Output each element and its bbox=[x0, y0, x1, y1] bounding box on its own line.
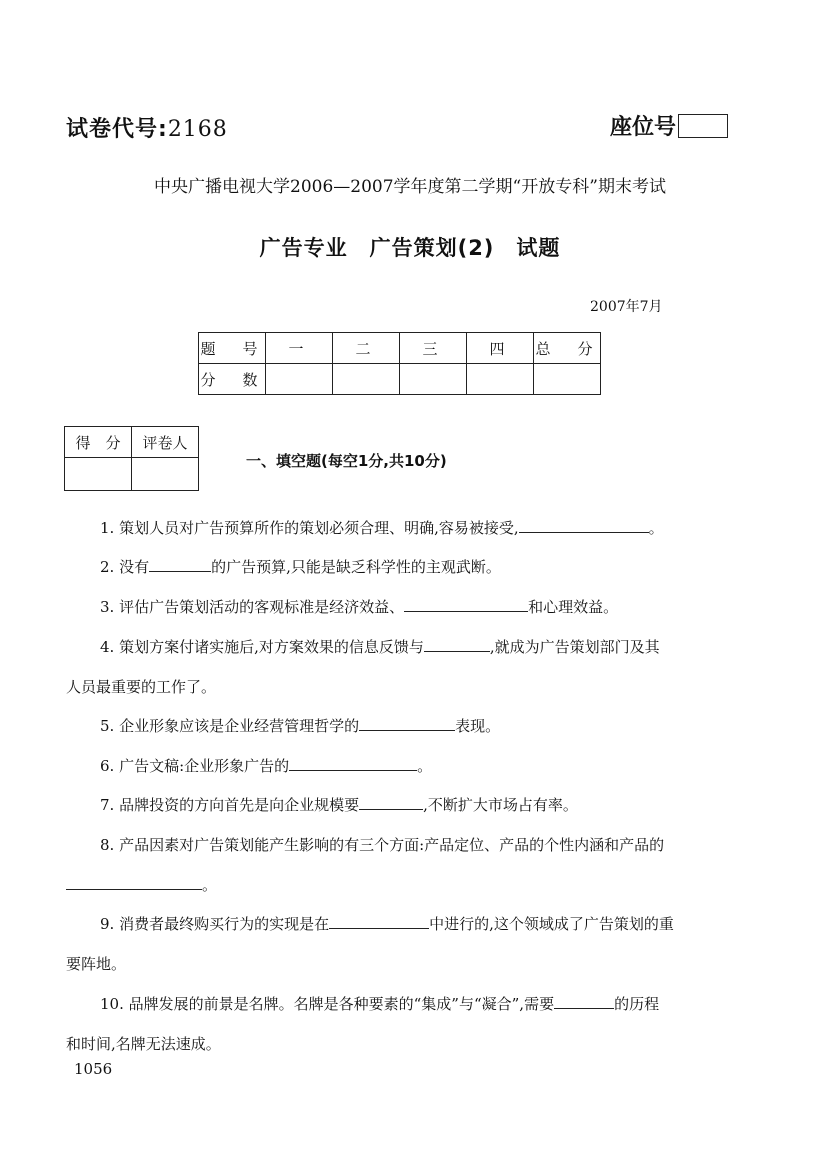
page-number: 1056 bbox=[74, 1060, 113, 1078]
grader-table bbox=[64, 426, 199, 491]
question-text: ,不断扩大市场占有率。 bbox=[423, 796, 578, 814]
score-cell: 题 号 bbox=[199, 333, 266, 364]
question-text: 表现。 bbox=[455, 717, 501, 735]
question-text: 的历程 bbox=[614, 995, 660, 1013]
grader-table-blank-row bbox=[65, 458, 199, 491]
question-text: 3. 评估广告策划活动的客观标准是经济效益、 bbox=[100, 598, 405, 616]
answer-blank bbox=[359, 716, 455, 731]
grader-cell bbox=[65, 458, 132, 491]
answer-blank bbox=[554, 994, 614, 1009]
score-table bbox=[198, 332, 601, 395]
exam-title: 广告专业 广告策划(2) 试题 bbox=[259, 236, 561, 260]
question-text: 4. 策划方案付诸实施后,对方案效果的信息反馈与 bbox=[100, 638, 424, 656]
question-8 bbox=[100, 835, 664, 855]
question-7 bbox=[100, 795, 578, 815]
grader-cell bbox=[132, 458, 199, 491]
question-8-continued bbox=[66, 875, 217, 895]
score-cell: 一 bbox=[266, 333, 333, 364]
question-text: 2. 没有 bbox=[100, 558, 150, 576]
score-cell: 总 分 bbox=[534, 333, 601, 364]
question-text: 8. 产品因素对广告策划能产生影响的有三个方面:产品定位、产品的个性内涵和产品的 bbox=[100, 836, 665, 854]
score-cell bbox=[534, 364, 601, 395]
answer-blank bbox=[66, 875, 202, 890]
question-10 bbox=[100, 994, 659, 1014]
question-1 bbox=[100, 518, 664, 538]
question-4 bbox=[100, 637, 660, 657]
question-text: 。 bbox=[648, 519, 664, 537]
score-cell bbox=[333, 364, 400, 395]
exam-code bbox=[66, 112, 228, 143]
exam-code-number: 2168 bbox=[167, 117, 228, 142]
grader-table-header-row bbox=[65, 427, 199, 458]
question-6 bbox=[100, 756, 432, 776]
question-4-continued: 人员最重要的工作了。 bbox=[66, 678, 217, 696]
question-text: 的广告预算,只能是缺乏科学性的主观武断。 bbox=[211, 558, 501, 576]
score-cell bbox=[400, 364, 467, 395]
score-cell bbox=[467, 364, 534, 395]
question-2 bbox=[100, 557, 501, 577]
answer-blank bbox=[359, 795, 423, 810]
seat-number bbox=[610, 110, 728, 141]
answer-blank bbox=[329, 914, 429, 929]
grader-cell: 评卷人 bbox=[132, 427, 199, 458]
score-cell: 三 bbox=[400, 333, 467, 364]
exam-code-label: 试卷代号: bbox=[66, 117, 168, 142]
question-text: 中进行的,这个领域成了广告策划的重 bbox=[429, 915, 674, 933]
question-text: 6. 广告文稿:企业形象广告的 bbox=[100, 757, 290, 775]
score-cell: 二 bbox=[333, 333, 400, 364]
score-table-header-row bbox=[199, 333, 601, 364]
question-text: 。 bbox=[202, 876, 218, 894]
question-text: 5. 企业形象应该是企业经营管理哲学的 bbox=[100, 717, 360, 735]
exam-date: 2007年7月 bbox=[590, 299, 663, 315]
question-text: 。 bbox=[417, 757, 433, 775]
question-5 bbox=[100, 716, 500, 736]
question-9 bbox=[100, 914, 674, 934]
score-cell bbox=[266, 364, 333, 395]
exam-header-line: 中央广播电视大学2006—2007学年度第二学期“开放专科”期末考试 bbox=[154, 177, 666, 197]
answer-blank bbox=[404, 597, 528, 612]
answer-blank bbox=[149, 557, 211, 572]
question-text: 10. 品牌发展的前景是名牌。名牌是各种要素的“集成”与“凝合”,需要 bbox=[100, 995, 555, 1013]
score-table-score-row bbox=[199, 364, 601, 395]
question-text: ,就成为广告策划部门及其 bbox=[489, 638, 660, 656]
question-text: 9. 消费者最终购买行为的实现是在 bbox=[100, 915, 330, 933]
answer-blank bbox=[424, 637, 490, 652]
answer-blank bbox=[519, 518, 649, 533]
question-text: 7. 品牌投资的方向首先是向企业规模要 bbox=[100, 796, 360, 814]
question-text: 和心理效益。 bbox=[528, 598, 619, 616]
seat-number-label: 座位号 bbox=[610, 115, 677, 140]
question-text: 1. 策划人员对广告预算所作的策划必须合理、明确,容易被接受, bbox=[100, 519, 519, 537]
score-cell: 分 数 bbox=[199, 364, 266, 395]
answer-blank bbox=[289, 756, 417, 771]
question-10-continued: 和时间,名牌无法速成。 bbox=[66, 1035, 221, 1053]
question-9-continued: 要阵地。 bbox=[66, 955, 127, 973]
score-cell: 四 bbox=[467, 333, 534, 364]
grader-cell: 得 分 bbox=[65, 427, 132, 458]
seat-number-box bbox=[678, 114, 728, 138]
section-title: 一、填空题(每空1分,共10分) bbox=[246, 452, 447, 470]
question-3 bbox=[100, 597, 618, 617]
